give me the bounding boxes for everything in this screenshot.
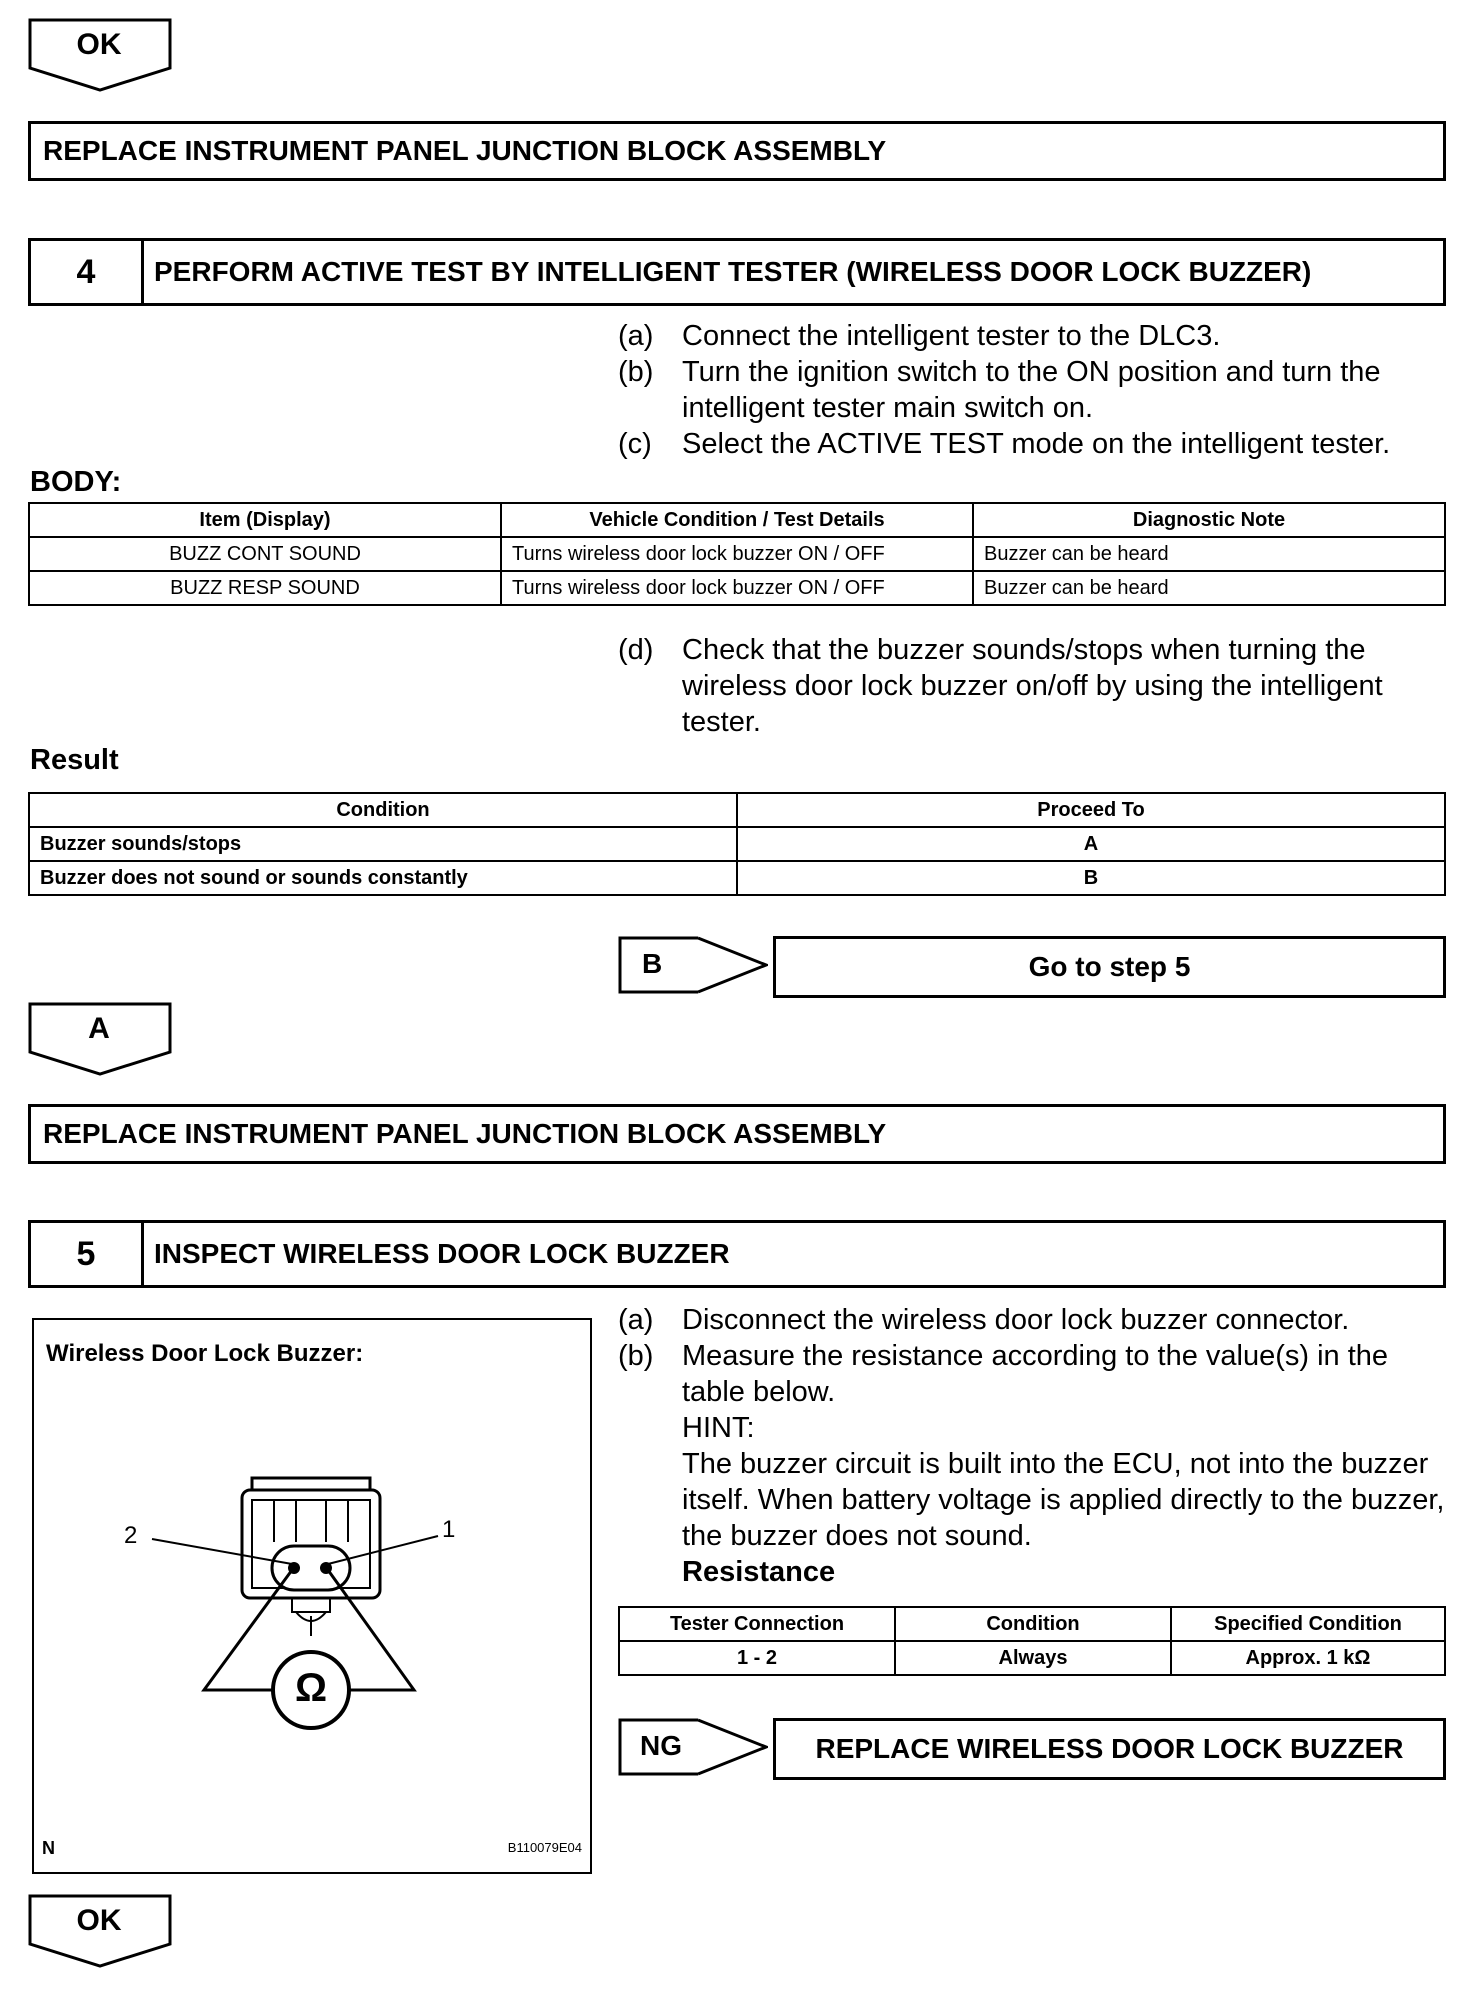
pin-2-label: 2 xyxy=(124,1522,138,1549)
table-row xyxy=(29,861,1445,895)
replace-banner-text: REPLACE INSTRUMENT PANEL JUNCTION BLOCK ASSEMBLY xyxy=(43,1118,887,1149)
go-to-step-5-box xyxy=(773,936,1446,998)
body-label: BODY: xyxy=(30,466,122,498)
table-row xyxy=(619,1641,1445,1675)
replace-banner-text: REPLACE INSTRUMENT PANEL JUNCTION BLOCK ASSEMBLY xyxy=(43,135,887,166)
table-header: Specified Condition xyxy=(1171,1607,1445,1641)
branch-ng-label: NG xyxy=(640,1730,682,1761)
replace-junction-block-banner-2 xyxy=(28,1104,1446,1164)
body-active-test-table xyxy=(28,502,1446,606)
figure-corner-letter: N xyxy=(42,1838,55,1858)
replace-buzzer-box xyxy=(773,1718,1446,1780)
result-table xyxy=(28,792,1446,896)
instruction-b: (b) Measure the resistance according to the value(s) in the table below. xyxy=(618,1340,1389,1408)
hint-text: The buzzer circuit is built into the ECU, not into the buzzer itself. When battery voltage is applied directly to the buzzer, the buzzer does not sound. xyxy=(682,1448,1445,1552)
figure-title: Wireless Door Lock Buzzer: xyxy=(46,1340,364,1367)
figure-code: B110079E04 xyxy=(507,1840,582,1855)
ohmmeter-symbol-icon: Ω xyxy=(294,1666,328,1710)
table-row xyxy=(29,537,1445,571)
table-header: Vehicle Condition / Test Details xyxy=(501,503,973,537)
table-cell: Buzzer sounds/stops xyxy=(29,827,737,861)
ok-label: OK xyxy=(76,1904,122,1937)
replace-junction-block-banner-1 xyxy=(28,121,1446,181)
replace-buzzer-text: REPLACE WIRELESS DOOR LOCK BUZZER xyxy=(815,1733,1404,1764)
table-cell: BUZZ CONT SOUND xyxy=(29,537,501,571)
instruction-c: (c) Select the ACTIVE TEST mode on the intelligent tester. xyxy=(618,428,1391,460)
a-badge xyxy=(28,1002,174,1078)
ok-badge-bottom xyxy=(28,1894,174,1970)
table-cell: 1 - 2 xyxy=(619,1641,895,1675)
step-4-header xyxy=(28,238,1446,306)
table-cell: Buzzer does not sound or sounds constantly xyxy=(29,861,737,895)
table-header-row xyxy=(29,503,1445,537)
resistance-table xyxy=(618,1606,1446,1676)
table-cell: Always xyxy=(895,1641,1171,1675)
step-title: PERFORM ACTIVE TEST BY INTELLIGENT TESTER (WIRELESS DOOR LOCK BUZZER) xyxy=(154,256,1312,287)
table-header: Condition xyxy=(29,793,737,827)
right-arrow-badge-icon xyxy=(618,936,768,994)
pin-1-label: 1 xyxy=(442,1516,456,1543)
step-4-instruction-d: (d) Check that the buzzer sounds/stops when turning the wireless door lock buzzer on/off by using the intelligent tester. xyxy=(618,634,1383,738)
buzzer-connector-diagram xyxy=(34,1320,590,1872)
table-header: Diagnostic Note xyxy=(973,503,1445,537)
branch-b-label: B xyxy=(642,948,663,979)
table-cell: A xyxy=(737,827,1445,861)
branch-b-arrow xyxy=(618,936,768,994)
step-number: 4 xyxy=(31,241,144,303)
table-cell: BUZZ RESP SOUND xyxy=(29,571,501,605)
table-cell: Buzzer can be heard xyxy=(973,571,1445,605)
step-5-instructions xyxy=(618,1302,1448,1590)
hint-label: HINT: xyxy=(682,1412,755,1444)
resistance-label: Resistance xyxy=(682,1556,836,1588)
buzzer-figure xyxy=(32,1318,592,1874)
table-row xyxy=(29,571,1445,605)
result-label: Result xyxy=(30,744,119,776)
table-cell: Approx. 1 kΩ xyxy=(1171,1641,1445,1675)
table-cell: B xyxy=(737,861,1445,895)
table-header: Tester Connection xyxy=(619,1607,895,1641)
table-header: Proceed To xyxy=(737,793,1445,827)
table-header: Item (Display) xyxy=(29,503,501,537)
step-title: INSPECT WIRELESS DOOR LOCK BUZZER xyxy=(154,1238,730,1269)
table-header-row xyxy=(29,793,1445,827)
instruction-b: (b) Turn the ignition switch to the ON position and turn the intelligent tester main switch on. xyxy=(618,356,1381,424)
step-number: 5 xyxy=(31,1223,144,1285)
table-cell: Turns wireless door lock buzzer ON / OFF xyxy=(501,537,973,571)
instruction-a: (a) Disconnect the wireless door lock buzzer connector. xyxy=(618,1304,1350,1336)
table-header-row xyxy=(619,1607,1445,1641)
step-4-instructions xyxy=(618,318,1448,462)
step-5-header xyxy=(28,1220,1446,1288)
table-cell: Buzzer can be heard xyxy=(973,537,1445,571)
branch-ng-arrow xyxy=(618,1718,768,1776)
go-to-step-5-text: Go to step 5 xyxy=(1028,951,1191,982)
ok-badge-top xyxy=(28,18,174,94)
a-label: A xyxy=(88,1012,110,1045)
table-header: Condition xyxy=(895,1607,1171,1641)
table-row xyxy=(29,827,1445,861)
table-cell: Turns wireless door lock buzzer ON / OFF xyxy=(501,571,973,605)
instruction-a: (a) Connect the intelligent tester to the DLC3. xyxy=(618,320,1221,352)
ok-label: OK xyxy=(76,28,122,61)
